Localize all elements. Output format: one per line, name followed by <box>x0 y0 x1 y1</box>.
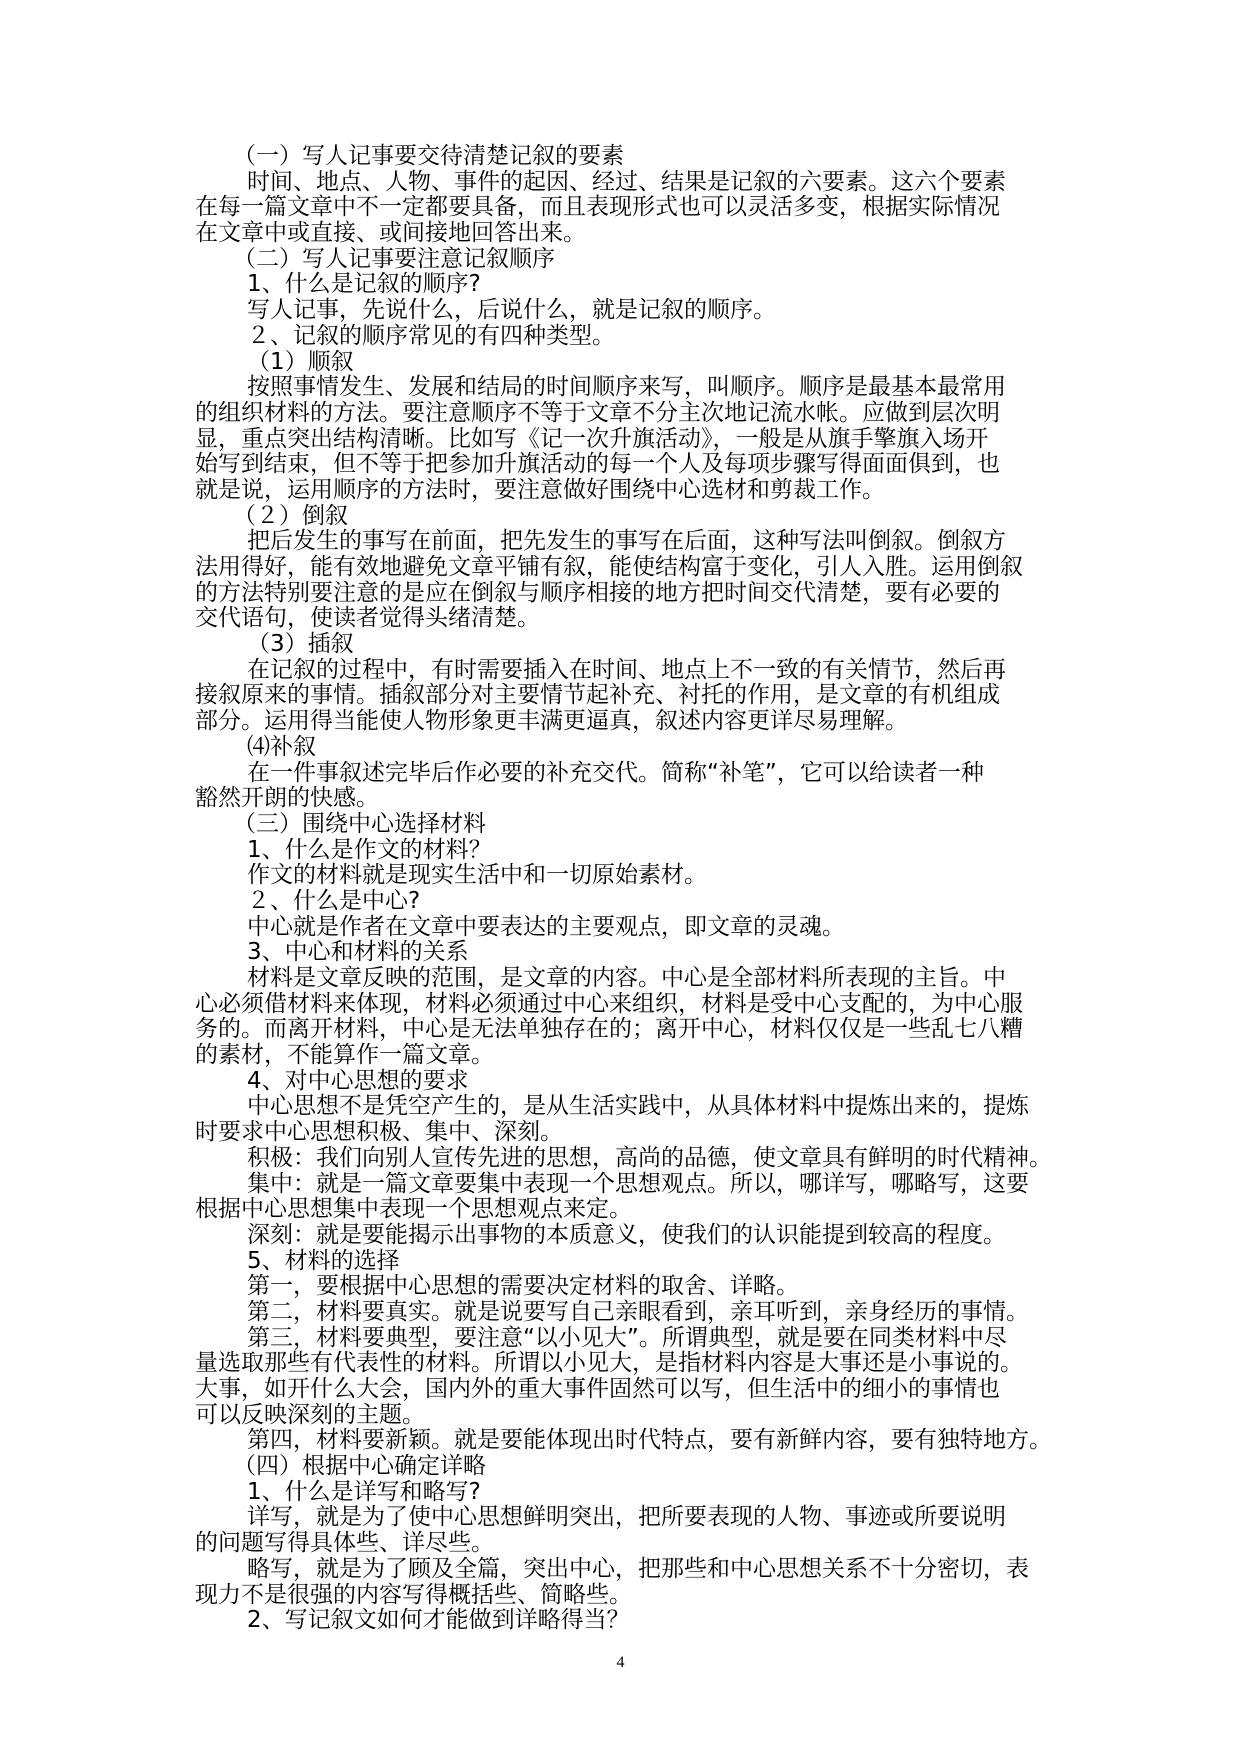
text-line: （3）插叙 <box>247 631 354 658</box>
text-line: 可以反映深刻的主题。 <box>195 1401 425 1428</box>
text-line: 1、什么是作文的材料？ <box>247 836 492 863</box>
text-line: 交代语句，使读者觉得头绪清楚。 <box>195 605 540 632</box>
text-line: 显，重点突出结构清晰。比如写《记一次升旗活动》，一般是从旗手擎旗入场开 <box>195 425 989 452</box>
text-line: 把后发生的事写在前面，把先发生的事写在后面，这种写法叫倒叙。倒叙方 <box>247 528 1006 555</box>
text-line: 2、写记叙文如何才能做到详略得当？ <box>247 1607 630 1634</box>
text-line: 接叙原来的事情。插叙部分对主要情节起补充、衬托的作用，是文章的有机组成 <box>195 682 1000 709</box>
text-line: 按照事情发生、发展和结局的时间顺序来写，叫顺序。顺序是最基本最常用 <box>247 374 1006 401</box>
text-line: 中心思想不是凭空产生的，是从生活实践中，从具体材料中提炼出来的，提炼 <box>247 1093 1029 1120</box>
page-number: 4 <box>616 1654 625 1671</box>
text-line: 心必须借材料来体现，材料必须通过中心来组织，材料是受中心支配的，为中心服 <box>195 990 1023 1017</box>
text-line: ２、什么是中心? <box>247 887 421 914</box>
text-line: 的组织材料的方法。要注意顺序不等于文章不分主次地记流水帐。应做到层次明 <box>195 399 1000 426</box>
text-line: 5、材料的选择 <box>247 1247 400 1274</box>
text-line: 第三，材料要典型，要注意“以小见大”。所谓典型，就是要在同类材料中尽 <box>247 1324 1007 1351</box>
text-line: （一）写人记事要交待清楚记叙的要素 <box>233 143 624 169</box>
text-line: 部分。运用得当能使人物形象更丰满更逼真，叙述内容更详尽易理解。 <box>195 708 908 735</box>
text-line: 的问题写得具体些、详尽些。 <box>195 1530 494 1557</box>
text-line: 深刻：就是要能揭示出事物的本质意义，使我们的认识能提到较高的程度。 <box>247 1221 1006 1248</box>
text-line: 法用得好，能有效地避免文章平铺有叙，能使结构富于变化，引人入胜。运用倒叙 <box>195 554 1023 580</box>
text-line: 时要求中心思想积极、集中、深刻。 <box>195 1119 563 1146</box>
text-line: 集中：就是一篇文章要集中表现一个思想观点。所以，哪详写，哪略写，这要 <box>247 1170 1029 1197</box>
text-line: 第一，要根据中心思想的需要决定材料的取舍、详略。 <box>247 1273 799 1300</box>
text-line: （1）顺叙 <box>247 348 354 375</box>
text-line: 在每一篇文章中不一定都要具备，而且表现形式也可以灵活多变，根据实际情况 <box>195 194 1000 221</box>
text-line: 在文章中或直接、或间接地回答出来。 <box>195 220 586 247</box>
text-line: 第四，材料要新颖。就是要能体现出时代特点，要有新鲜内容，要有独特地方。 <box>247 1427 1052 1454</box>
text-line: 的方法特别要注意的是应在倒叙与顺序相接的地方把时间交代清楚，要有必要的 <box>195 579 1000 606</box>
text-line: 积极：我们向别人宣传先进的思想，高尚的品德，使文章具有鲜明的时代精神。 <box>247 1144 1052 1171</box>
text-line: 豁然开朗的快感。 <box>195 785 379 812</box>
text-line: 大事，如开什么大会，国内外的重大事件固然可以写，但生活中的细小的事情也 <box>195 1376 1000 1402</box>
text-line: 4、对中心思想的要求 <box>247 1067 469 1094</box>
text-line: 作文的材料就是现实生活中和一切原始素材。 <box>247 862 707 889</box>
document-body <box>195 144 1055 1634</box>
text-line: 1、什么是详写和略写? <box>247 1478 481 1505</box>
text-line: 详写，就是为了使中心思想鲜明突出，把所要表现的人物、事迹或所要说明 <box>247 1504 1006 1531</box>
text-line: ⑷补叙 <box>247 733 316 760</box>
text-line: ２、记叙的顺序常见的有四种类型。 <box>247 322 615 349</box>
text-line: 在一件事叙述完毕后作必要的补充交代。简称“补笔”，它可以给读者一种 <box>247 759 984 786</box>
text-line: 现力不是很强的内容写得概括些、简略些。 <box>195 1581 632 1608</box>
text-line: 量选取那些有代表性的材料。所谓以小见大，是指材料内容是大事还是小事说的。 <box>195 1350 1023 1377</box>
text-line: 写人记事，先说什么，后说什么，就是记叙的顺序。 <box>247 297 776 324</box>
text-line: 1、什么是记叙的顺序? <box>247 271 481 298</box>
text-line: （四）根据中心确定详略 <box>233 1453 486 1480</box>
text-line: 在记叙的过程中，有时需要插入在时间、地点上不一致的有关情节，然后再 <box>247 656 1006 683</box>
text-line: 始写到结束，但不等于把参加升旗活动的每一个人及每项步骤写得面面俱到，也 <box>195 451 1000 478</box>
text-line: 的素材，不能算作一篇文章。 <box>195 1042 494 1069</box>
text-line: 就是说，运用顺序的方法时，要注意做好围绕中心选材和剪裁工作。 <box>195 476 885 503</box>
text-line: 3、中心和材料的关系 <box>247 939 469 966</box>
text-line: 根据中心思想集中表现一个思想观点来定。 <box>195 1196 632 1223</box>
text-line: 时间、地点、人物、事件的起因、经过、结果是记叙的六要素。这六个要素 <box>247 168 1006 195</box>
text-line: （２）倒叙 <box>233 502 348 529</box>
text-line: 第二，材料要真实。就是说要写自己亲眼看到，亲耳听到，亲身经历的事情。 <box>247 1298 1029 1325</box>
text-line: 材料是文章反映的范围，是文章的内容。中心是全部材料所表现的主旨。中 <box>247 965 1006 991</box>
text-line: 中心就是作者在文章中要表达的主要观点，即文章的灵魂。 <box>247 913 845 940</box>
text-line: （二）写人记事要注意记叙顺序 <box>233 245 555 272</box>
text-line: （三）围绕中心选择材料 <box>233 810 486 837</box>
text-line: 务的。而离开材料，中心是无法单独存在的；离开中心，材料仅仅是一些乱七八糟 <box>195 1016 1023 1043</box>
text-line: 略写，就是为了顾及全篇，突出中心，把那些和中心思想关系不十分密切，表 <box>247 1555 1029 1582</box>
